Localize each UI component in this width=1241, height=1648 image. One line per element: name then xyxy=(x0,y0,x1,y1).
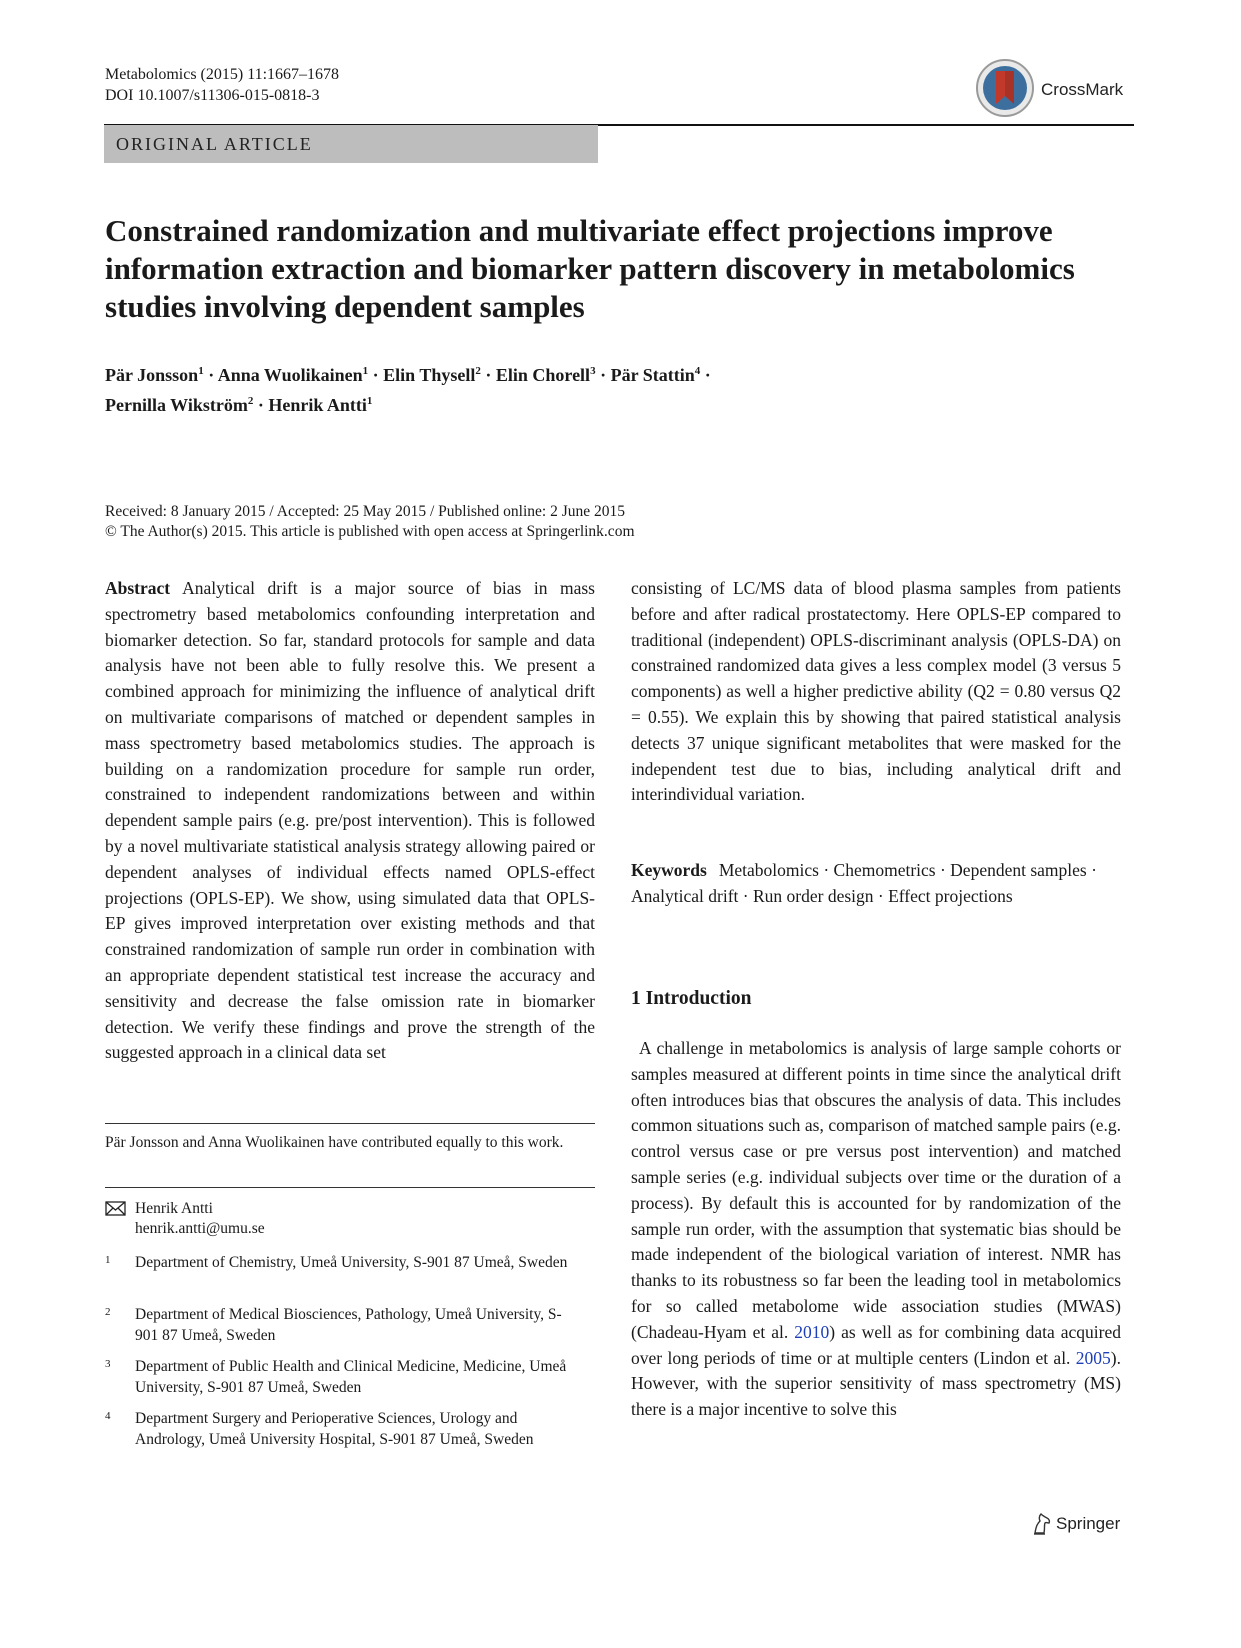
journal-info xyxy=(105,64,339,106)
journal-doi: DOI 10.1007/s11306-015-0818-3 xyxy=(105,87,320,104)
article-type-band: ORIGINAL ARTICLE xyxy=(104,125,598,163)
author[interactable]: Elin Chorell$^3$ xyxy=(495,365,596,385)
abstract-text: Analytical drift is a major source of bias in mass spectrometry based metabolomics confounding interpretation and biomarker detection. So far, standard protocols for sample and data analysis have not been able to fully resolve this. We present a combined approach for minimizing the influence of analytical drift on multivariate comparisons of matched or dependent samples in mass spectrometry based metabolomics studies. The approach is building on a randomization procedure for sample run order, constrained to independent randomizations between and within dependent sample pairs (e.g. pre/post intervention). This is followed by a novel multivariate statistical analysis strategy allowing paired or dependent analyses of individual effects named OPLS-effect projections (OPLS-EP). We show, using simulated data that OPLS-EP gives improved interpretation over existing methods and that constrained randomization of sample run order in combination with an appropriate dependent statistical test increase the accuracy and sensitivity and decrease the false omission rate in biomarker detection. We verify these findings and prove the strength of the suggested approach in a clinical data set xyxy=(105,578,595,1063)
affiliation-number: 1 xyxy=(105,1254,111,1266)
corresponding-email[interactable]: henrik.antti@umu.se xyxy=(135,1220,265,1237)
abstract-left-column xyxy=(105,576,595,1066)
abstract-right-column: consisting of LC/MS data of blood plasma samples from patients before and after radical prostatectomy. Here OPLS-EP compared to traditional (independent) OPLS-discriminant analysis (OPLS-DA) on constrained randomized data gives a less complex model (3 versus 5 components) as well a higher predictive ability (Q2 = 0.80 versus Q2 = 0.55). We explain this by showing that paired statistical analysis detects 37 unique significant metabolites that were masked for the independent test due to bias, including analytical drift and interindividual variation. xyxy=(631,578,1121,805)
affiliation-text: Department of Public Health and Clinical Medicine, Medicine, Umeå University, S-901 87 Umeå, Sweden xyxy=(135,1358,567,1396)
crossmark-icon xyxy=(975,58,1035,118)
footnote-rule xyxy=(105,1123,595,1124)
history-dates: Received: 8 January 2015 / Accepted: 25 May 2015 / Published online: 2 June 2015 xyxy=(105,503,626,520)
envelope-icon xyxy=(105,1199,127,1219)
author-list: Pär Jonsson$^1$ · Anna Wuolikainen$^1$ · Elin Thysell$^2$ · Elin Chorell$^3$ · Pär Stattin$^4$ · Pernilla Wikström$^2$ · Henrik Antti$^1$ xyxy=(105,365,711,415)
citation-link[interactable]: 2010 xyxy=(794,1321,830,1342)
affiliation-number: 2 xyxy=(105,1306,111,1318)
author[interactable]: Pär Stattin$^4$ xyxy=(610,365,701,385)
affiliation-number: 4 xyxy=(105,1410,111,1422)
section-heading-introduction: 1 Introduction xyxy=(631,988,752,1009)
equal-contribution-note: Pär Jonsson and Anna Wuolikainen have contributed equally to this work. xyxy=(105,1134,564,1151)
article-title: Constrained randomization and multivariate effect projections improve information extraction and biomarker pattern discovery in metabolomics studies involving dependent samples xyxy=(105,213,1075,324)
author[interactable]: Pernilla Wikström$^2$ xyxy=(105,395,254,415)
keywords-text: Metabolomics · Chemometrics · Dependent samples · Analytical drift · Run order design · Effect projections xyxy=(631,860,1097,906)
author[interactable]: Henrik Antti$^1$ xyxy=(268,395,373,415)
keywords-label: Keywords xyxy=(631,860,707,880)
author[interactable]: Anna Wuolikainen$^1$ xyxy=(217,365,369,385)
affiliation-text: Department Surgery and Perioperative Sciences, Urology and Andrology, Umeå University Hospital, S-901 87 Umeå, Sweden xyxy=(135,1410,534,1448)
footnote-rule xyxy=(105,1187,595,1188)
citation-link[interactable]: 2005 xyxy=(1075,1347,1111,1368)
publication-dates xyxy=(105,502,635,542)
journal-citation: Metabolomics (2015) 11:1667–1678 xyxy=(105,66,340,83)
springer-label: Springer xyxy=(1056,1514,1121,1533)
author[interactable]: Pär Jonsson$^1$ xyxy=(105,365,204,385)
corresponding-name: Henrik Antti xyxy=(135,1200,213,1217)
keywords xyxy=(631,858,1121,910)
affiliation-number: 3 xyxy=(105,1358,111,1370)
crossmark-label: CrossMark xyxy=(1041,80,1124,99)
abstract-label: Abstract xyxy=(105,578,171,598)
copyright-line: © The Author(s) 2015. This article is published with open access at Springerlink.com xyxy=(105,523,635,540)
author[interactable]: Elin Thysell$^2$ xyxy=(383,365,481,385)
springer-logo xyxy=(1031,1512,1141,1538)
affiliation-text: Department of Medical Biosciences, Pathology, Umeå University, S-901 87 Umeå, Sweden xyxy=(135,1306,562,1344)
introduction-text: A challenge in metabolomics is analysis of large sample cohorts or samples measured at different points in time since the analytical drift often introduces bias that obscures the analysis of data. This includes common situations such as, comparison of matched sample pairs (e.g. control versus case or pre versus post intervention) and matched sample series (e.g. individual subjects over time or the duration of a process). By default this is accounted for by randomization of the sample run order, with the assumption that systematic bias should be made independent of the biological variation of interest. NMR has thanks to its robustness so far been the leading tool in metabolomics for so called metabolome wide association studies (MWAS) (Chadeau-Hyam et al. 2010) as well as for combining data acquired over long periods of time or at multiple centers (Lindon et al. 2005). However, with the superior sensitivity of mass spectrometry (MS) there is a major incentive to solve this xyxy=(631,1038,1122,1420)
springer-horse-icon xyxy=(1031,1512,1053,1536)
affiliation-text: Department of Chemistry, Umeå University, S-901 87 Umeå, Sweden xyxy=(135,1254,568,1271)
crossmark-badge[interactable] xyxy=(975,58,1135,118)
